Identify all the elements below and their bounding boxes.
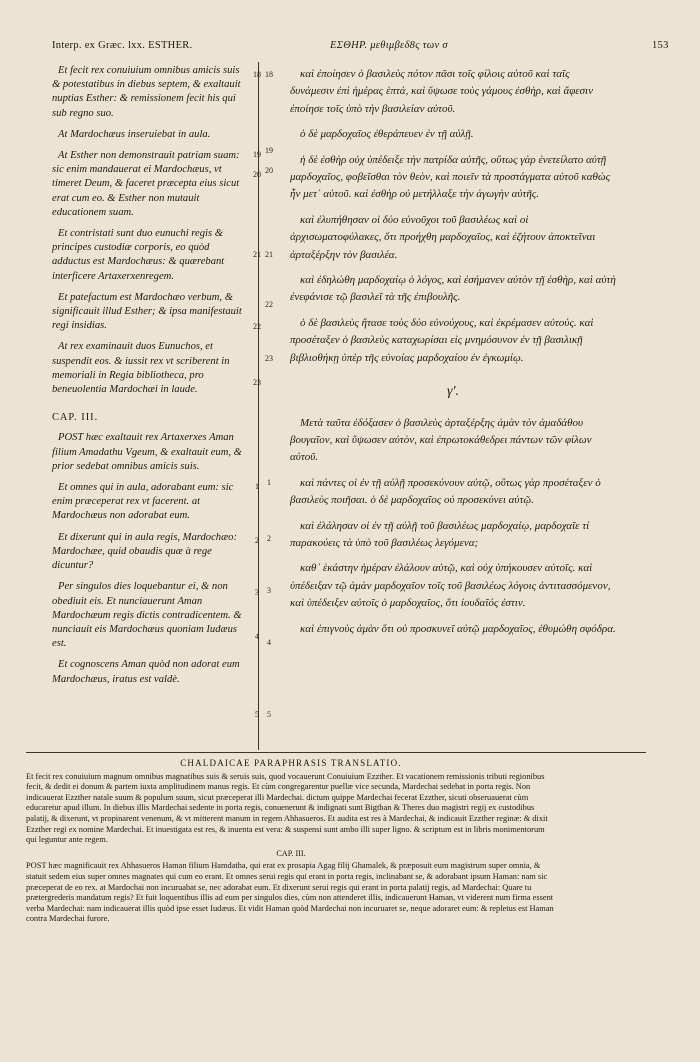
latin-verse: At rex examinauit duos Eunuchos, et suspendit eos. & iussit rex vt scriberent in memoriali in Regia bibliotheca, pro beneuolentia Mardochæi in laude. bbox=[52, 341, 230, 396]
greek-verse: καὶ ἐλάλησαν οἱ ἐν τῇ αὐλῇ τοῦ βασιλέως μαρδοχαίῳ, μαρδοχαῖε τί παρακούεις τὰ ὑπὸ τοῦ βασιλέως λεγόμενα; bbox=[290, 519, 590, 549]
latin-verse: Et cognoscens Aman quòd non adorat eum Mardochæus, iratus est valdè. bbox=[52, 659, 240, 685]
verse-number: 19 bbox=[265, 146, 273, 155]
verse-number: 18 bbox=[253, 70, 261, 79]
column-divider bbox=[258, 62, 259, 750]
greek-verse: Μετὰ ταῦτα ἐδόξασεν ὁ βασιλεὺς ἀρταξέρξης ἀμὰν τὸν ἀμαδάθου βουγαῖον, καὶ ὕψωσεν αὐτὸν, καὶ ἐπρωτοκάθεδρει πάντων τῶν φίλων αὐτοῦ. bbox=[290, 416, 592, 464]
verse-number: 4 bbox=[255, 632, 259, 641]
verse-number: 21 bbox=[253, 250, 261, 259]
paraphrasis-text: Et fecit rex conuiuium magnum omnibus magnatibus suis & seruis suis, quod vocauerunt Conuiuium Ezzther. Et vacationem remissionis tributi regionibus fecit, & dedit ei donum & partem iuxta amplitudinem manus regis. Et cùm congregarentur puellæ vice secunda, Mardechai sedebat in porta regis. Non indicauerat Ezzther natale suum & populum suum, sicut præceperat illi Mardechai. dictum quippe Mardechai fecerat Ezzther, sicuti obseruauerat cùm educaretur apud illum. In diebus illis Mardechai sedente in porta regis, conuenerunt & indignati sunt Bigthan & Theres duo magistri regij ex custodibus palatij, & dixerunt, vt propinarent venenum, & vt mitterent manum in regem Ahhasueros. Et audita est res à Mardechai, & indicauit Ezzther reginæ: & dixit Ezzther regi ex nomine Mardechai. Et inuestigata est res, & inuenta est vera: & suspensi sunt ambo illi super ligno. & scriptum est in libris monimentorum qui leguntur ante regem. bbox=[26, 771, 548, 845]
latin-column bbox=[52, 64, 248, 694]
latin-verse: Et omnes qui in aula, adorabant eum: sic enim præceperat rex vt facerent. at Mardochæus non adorabat eum. bbox=[52, 482, 234, 522]
chaldaic-paraphrase bbox=[26, 758, 556, 925]
verse-number: 3 bbox=[255, 588, 259, 597]
greek-verse: καὶ πάντες οἱ ἐν τῇ αὐλῇ προσεκύνουν αὐτῷ, οὕτως γὰρ προσέταξεν ὁ βασιλεὺς ποιῆσαι. ὁ δὲ μαρδοχαῖος οὐ προσεκύνει αὐτῷ. bbox=[290, 476, 601, 507]
verse-number: 23 bbox=[253, 378, 261, 387]
running-header-greek: ΕΣΘΗΡ. μεθιμβεδ8ς των σ bbox=[330, 40, 448, 51]
latin-chapter-heading: CAP. III. bbox=[52, 412, 99, 424]
paraphrasis-title: CHALDAICAE PARAPHRASIS TRANSLATIO. bbox=[180, 758, 402, 768]
verse-number: 23 bbox=[265, 354, 273, 363]
greek-verse: ὁ δὲ βασιλεὺς ἤτασε τοὺς δύο εὐνούχους, καὶ ἐκρέμασεν αὐτούς. καὶ προσέταξεν ὁ βασιλεὺς καταχωρίσαι εἰς μνημόσυνον ἐν τῇ βασιλικῇ βιβλιοθήκῃ ὑπὲρ τῆς εὐνοίας μαρδοχαίου ἐν ἐγκωμίῳ. bbox=[290, 316, 594, 364]
verse-number: 22 bbox=[265, 300, 273, 309]
greek-verse: καθ᾽ ἑκάστην ἡμέραν ἐλάλουν αὐτῷ, καὶ οὐχ ὑπήκουσεν αὐτοῖς. καὶ ὑπέδειξαν τῷ ἀμὰν μαρδοχαῖον τοῖς τοῦ βασιλέως λόγοις ἀντιτασσόμενον, καὶ ὑπέδειξεν αὐτοῖς ὁ μαρδοχαῖος, ὅτι ἰουδαῖός ἐστιν. bbox=[290, 562, 611, 610]
verse-number: 21 bbox=[265, 250, 273, 259]
verse-number: 4 bbox=[267, 638, 271, 647]
verse-number: 1 bbox=[267, 478, 271, 487]
verse-number: 20 bbox=[265, 166, 273, 175]
greek-verse: καὶ ἐπιγνοὺς ἀμὰν ὅτι οὐ προσκυνεῖ αὐτῷ μαρδοχαῖος, ἐθυμώθη σφόδρα. bbox=[300, 622, 616, 635]
latin-verse: At Mardochæus inseruiebat in aula. bbox=[58, 128, 211, 140]
latin-verse: POST hæc exaltauit rex Artaxerxes Aman filium Amadathu Vgeum, & exaltauit eum, & prior sedebat omnibus amicis suis. bbox=[52, 432, 242, 472]
verse-number: 18 bbox=[265, 70, 273, 79]
latin-verse: Et contristati sunt duo eunuchi regis & principes custodiæ corporis, eo quòd adductus est Mardochæus: & quærebant interficere Artaxerxenregem. bbox=[52, 228, 225, 282]
verse-number: 5 bbox=[267, 710, 271, 719]
running-header-left: Interp. ex Græc. lxx. ESTHER. bbox=[52, 40, 193, 51]
verse-number: 3 bbox=[267, 586, 271, 595]
page-number: 153 bbox=[652, 40, 669, 51]
verse-number: 20 bbox=[253, 170, 261, 179]
greek-verse: καὶ ἐποίησεν ὁ βασιλεὺς πότον πᾶσι τοῖς φίλοις αὐτοῦ καὶ ταῖς δυνάμεσιν ἐπὶ ἡμέρας ἑπτά, καὶ ὕψωσε τοὺς γάμους ἐσθὴρ, καὶ ἄφεσιν ἐποίησε τοῖς ὑπὸ τὴν βασιλείαν αὐτοῦ. bbox=[290, 68, 593, 115]
greek-verse: καὶ ἐδηλώθη μαρδοχαίῳ ὁ λόγος, καὶ ἐσήμανεν αὐτὸν τῇ ἐσθὴρ, καὶ αὐτὴ ἐνεφάνισε τῷ βασιλεῖ τὰ τῆς ἐπιβουλῆς. bbox=[290, 274, 616, 304]
verse-number: 22 bbox=[253, 322, 261, 331]
paraphrasis-divider bbox=[26, 752, 646, 753]
paraphrasis-chapter-heading: CAP. III. bbox=[276, 848, 306, 858]
verse-number: 2 bbox=[267, 534, 271, 543]
greek-verse: ἡ δὲ ἐσθὴρ οὐχ ὑπέδειξε τὴν πατρίδα αὐτῆς, οὕτως γὰρ ἐνετείλατο αὐτῇ μαρδοχαῖος, φοβεῖσθαι τὸν θεὸν, καὶ ποιεῖν τὰ προστάγματα αὐτοῦ καθὼς ἦν μετ᾽ αὐτοῦ. καὶ ἐσθὴρ οὐ μετήλλαξε τὴν ἀγωγὴν αὐτῆς. bbox=[290, 153, 611, 201]
latin-verse: Per singulos dies loquebantur ei, & non obediuit eis. Et nunciauerunt Aman Mardochæum regis dictis contradicentem. & nunciauit eis Mardochæus quoniam Iudæus est. bbox=[52, 581, 242, 650]
paraphrasis-text: POST hæc magnificauit rex Ahhasueros Haman filium Hamdatha, qui erat ex prosapia Agag filij Ghamalek, & præposuit eum magistrum super omnia, & statuit sedem eius super omnes magnates qui cum eo erant. Et omnes serui regis qui erant in porta regis, inclinabant se, & adorabant ipsum Haman: nam sic præceperat de eo rex. at Mardochai non incuruabat se, nec adorabat eum. Et dixerunt serui regis qui erant in porta palatij regis, ad Mardechai: Quare tu prætergrederis mandatum regis? Et fuit loquentibus illis ad eum per singulos dies, cùm non attenderet illis, indicauerunt Haman, vt viderent num firma essent verba Mardechai: nam indicauerat illis quòd ipse esset Iudæus. Et vidit Haman quòd Mardechai non incuruaret se, neque adoraret eum: & repletus est Haman contra Mardechai furore. bbox=[26, 861, 554, 924]
verse-number: 19 bbox=[253, 150, 261, 159]
verse-number: 5 bbox=[255, 710, 259, 719]
greek-verse: καὶ ἐλυπήθησαν οἱ δύο εὐνοῦχοι τοῦ βασιλέως καὶ οἱ ἀρχισωματοφύλακες, ὅτι προήχθη μαρδοχαῖος, καὶ ἐζήτουν ἀποκτεῖναι ἀρταξέρξην τὸν βασιλέα. bbox=[290, 213, 596, 261]
latin-verse: At Esther non demonstrauit patriam suam: sic enim mandauerat ei Mardochæus, vt timeret Deum, & faceret præcepta eius sicut erat cum eo. & Esther non mutauit educationem suam. bbox=[52, 150, 240, 218]
latin-verse: Et patefactum est Mardochæo verbum, & significauit illud Esther; & ipsa manifestauit regi insidias. bbox=[52, 291, 242, 332]
verse-number: 1 bbox=[255, 482, 259, 491]
latin-verse: Et fecit rex conuiuium omnibus amicis suis & potestatibus in diebus septem, & exaltauit nuptias Esther: & remissionem fecit his qui sub regno suo. bbox=[52, 65, 241, 119]
greek-chapter-heading: γ'. bbox=[446, 384, 459, 400]
greek-column bbox=[290, 66, 616, 646]
verse-number: 2 bbox=[255, 536, 259, 545]
latin-verse: Et dixerunt qui in aula regis, Mardochæo: Mardochæe, quid obaudis quæ à rege dicuntur? bbox=[52, 531, 237, 572]
greek-verse: ὁ δὲ μαρδοχαῖος ἐθεράπευεν ἐν τῇ αὐλῇ. bbox=[300, 128, 474, 141]
